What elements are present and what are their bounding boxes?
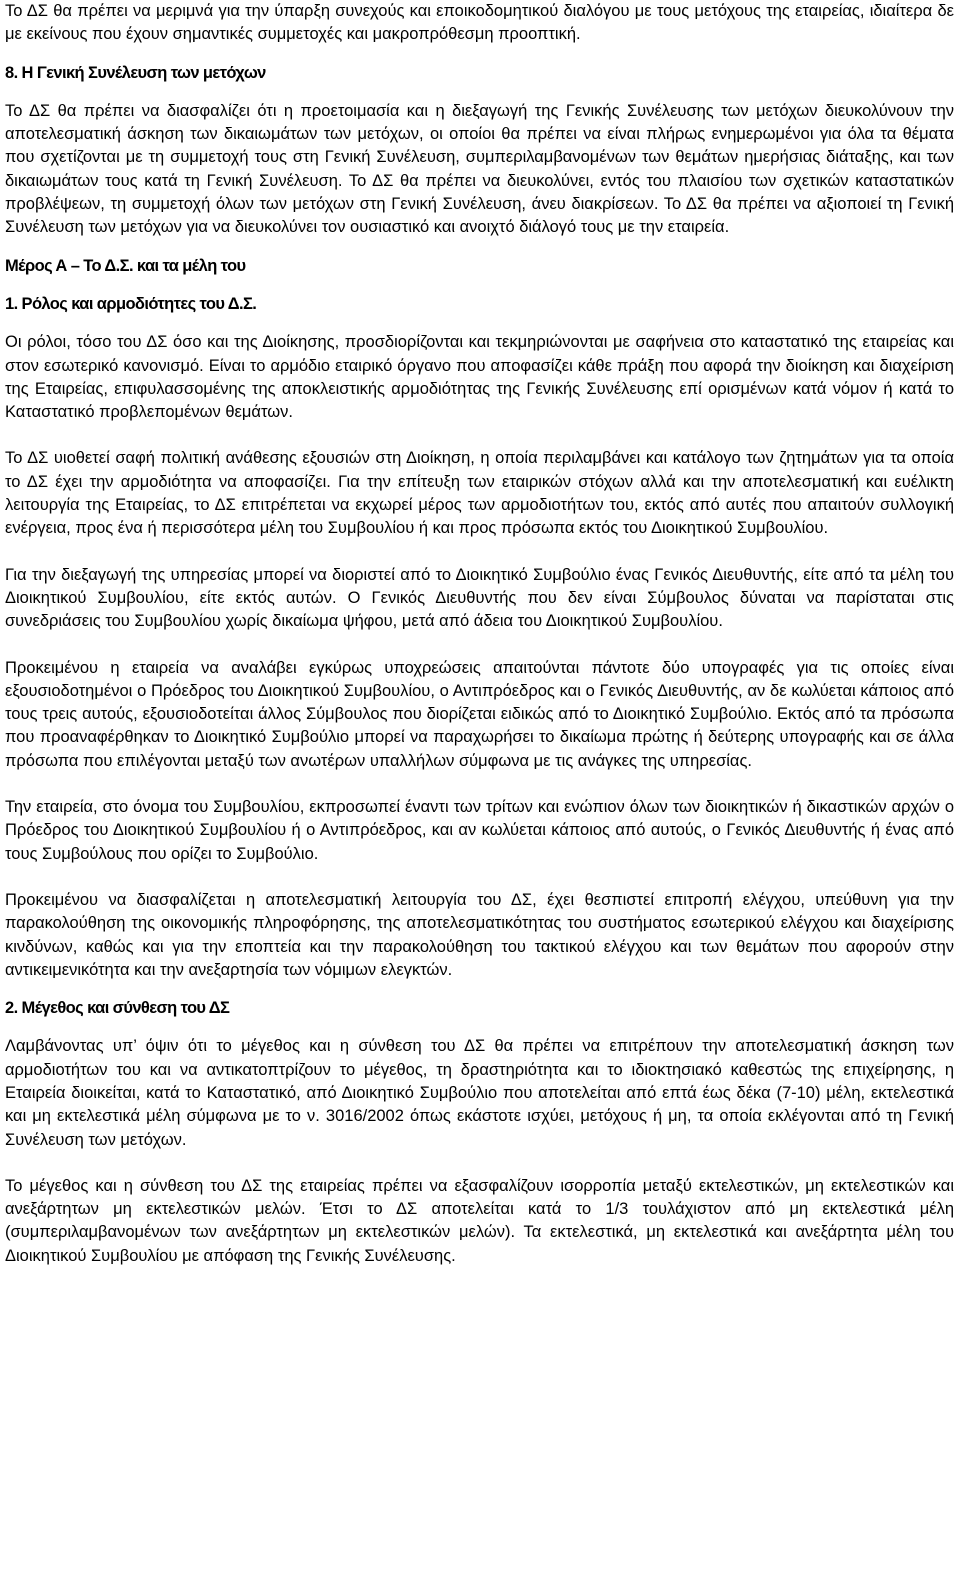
section-1-paragraph: Οι ρόλοι, τόσο του ΔΣ όσο και της Διοίκησης, προσδιορίζονται και τεκμηριώνονται με σαφήνεια στο καταστατικό της εταιρείας και στον εσωτερικό κανονισμό. Είναι το αρμόδιο εταιρικό όργανο που αποφασίζει κάθε πράξη που αφορά την διοίκηση και διαχείριση της Εταιρείας, επιφυλασσομένης της αποκλειστικής αρμοδιότητας της Γενικής Συνέλευσης επί ορισμένων κατά νόμον ή κατά το Καταστατικό προβλεπομένων θεμάτων. [5,333,954,422]
section-8-paragraph: Το ΔΣ θα πρέπει να διασφαλίζει ότι η προετοιμασία και η διεξαγωγή της Γενικής Συνέλευσης των μετόχων διευκολύνουν την αποτελεσματική άσκηση των δικαιωμάτων των μετόχων, οι οποίοι θα πρέπει να είναι πλήρως ενημερωμένοι για όλα τα θέματα που σχετίζονται με τη συμμετοχή τους στη Γενική Συνέλευση, συμπεριλαμβανομένων των θεμάτων ημερήσιας διάταξης, και των δικαιωμάτων τους κατά τη Γενική Συνέλευση. Το ΔΣ θα πρέπει να διευκολύνει, εντός του πλαισίου των σχετικών καταστατικών προβλέψεων, τη συμμετοχή όλων των μετόχων στη Γενική Συνέλευση, άνευ διακρίσεων. Το ΔΣ θα πρέπει να αξιοποιεί τη Γενική Συνέλευση των μετόχων για να διευκολύνει τον ουσιαστικό και ανοιχτό διάλογό τους με την εταιρεία. [5,101,954,237]
section-1-paragraph: Προκειμένου η εταιρεία να αναλάβει εγκύρως υποχρεώσεις απαιτούνται πάντοτε δύο υπογραφές για τις οποίες είναι εξουσιοδοτημένοι ο Πρόεδρος του Διοικητικού Συμβουλίου, ο Αντιπρόεδρος και ο Γενικός Διευθυντής, αν δε κωλύεται κάποιος από τους τρεις αυτούς, εξουσιοδοτείται άλλος Σύμβουλος που διορίζεται ειδικώς από το Διοικητικό Συμβούλιο. Εκτός από τα πρόσωπα που προαναφέρθηκαν το Διοικητικό Συμβούλιο μπορεί να παραχωρήσει το δικαίωμα πρώτης ή δεύτερης υπογραφής και σε άλλα πρόσωπα που επιλέγονται μεταξύ των ανωτέρων υπαλλήλων σύμφωνα με τις ανάγκες της υπηρεσίας. [5,658,954,770]
section-1-paragraph: Για την διεξαγωγή της υπηρεσίας μπορεί να διοριστεί από το Διοικητικό Συμβούλιο ένας Γενικός Διευθυντής, είτε από τα μέλη του Διοικητικού Συμβουλίου, είτε εκτός αυτών. Ο Γενικός Διευθυντής που δεν είναι Σύμβουλος δύναται να παρίσταται στις συνεδριάσεις του Συμβουλίου χωρίς δικαίωμα ψήφου, μετά από άδεια του Διοικητικού Συμβουλίου. [5,565,954,631]
section-1-paragraph: Προκειμένου να διασφαλίζεται η αποτελεσματική λειτουργία του ΔΣ, έχει θεσπιστεί επιτροπή ελέγχου, υπεύθυνη για την παρακολούθηση της οικονομικής πληροφόρησης, της αποτελεσματικότητας του συστήματος εσωτερικού ελέγχου και διαχείρισης κινδύνων, καθώς και για την εποπτεία και την παρακολούθηση του τακτικού ελέγχου και των θεμάτων που αφορούν στην αντικειμενικότητα και την ανεξαρτησία των νόμιμων ελεγκτών. [5,890,954,979]
section-1-paragraph: Την εταιρεία, στο όνομα του Συμβουλίου, εκπροσωπεί έναντι των τρίτων και ενώπιον όλων των διοικητικών ή δικαστικών αρχών ο Πρόεδρος του Διοικητικού Συμβουλίου ή ο Αντιπρόεδρος, και αν κωλύεται κάποιος από αυτούς, ο Γενικός Διευθυντής ή ένας από τους Συμβούλους που ορίζει το Συμβούλιο. [5,798,954,863]
intro-paragraph: Το ΔΣ θα πρέπει να μεριμνά για την ύπαρξη συνεχούς και εποικοδομητικού διαλόγου με τους μετόχους της εταιρείας, ιδιαίτερα δε με εκείνους που έχουν σημαντικές συμμετοχές και μακροπρόθεσμη προοπτική. [5,2,954,44]
section-2-paragraph: Το μέγεθος και η σύνθεση του ΔΣ της εταιρείας πρέπει να εξασφαλίζουν ισορροπία μεταξύ εκτελεστικών, μη εκτελεστικών και ανεξάρτητων μη εκτελεστικών μελών. Έτσι το ΔΣ αποτελείται κατά το 1/3 τουλάχιστον από μη εκτελεστικά μέλη (συμπεριλαμβανομένων των ανεξάρτητων μη εκτελεστικών μελών). Τα εκτελεστικά, μη εκτελεστικά και ανεξάρτητα μέλη του Διοικητικού Συμβουλίου με απόφαση της Γενικής Συνέλευσης. [5,1176,954,1265]
section-2-paragraph: Λαμβάνοντας υπ’ όψιν ότι το μέγεθος και η σύνθεση του ΔΣ θα πρέπει να επιτρέπουν την αποτελεσματική άσκηση των αρμοδιοτήτων του και να αντικατοπτρίζουν το μέγεθος, τη δραστηριότητα και το ιδιοκτησιακό καθεστώς της επιχείρησης, η Εταιρεία διοικείται, κατά το Καταστατικό, από Διοικητικό Συμβούλιο που αποτελείται από επτά έως δέκα (7-10) μέλη, εκτελεστικά και μη εκτελεστικά μέλη σύμφωνα με το ν. 3016/2002 όπως εκάστοτε ισχύει, μετόχους ή μη, τα οποία εκλέγονται από τη Γενική Συνέλευση των μετόχων. [5,1037,954,1149]
section-1-paragraph: Το ΔΣ υιοθετεί σαφή πολιτική ανάθεσης εξουσιών στη Διοίκηση, η οποία περιλαμβάνει και κατάλογο των ζητημάτων για τα οποία το ΔΣ έχει την αρμοδιότητα να αποφασίζει. Για την επίτευξη των εταιρικών στόχων αλλά και την αποτελεσματική και ευέλικτη λειτουργία της Εταιρείας, το ΔΣ επιτρέπεται να εκχωρεί μέρος των αρμοδιοτήτων του, εκτός από αυτές που απαιτούν συλλογική ενέργεια, προς ένα ή περισσότερα μέλη του Συμβουλίου ή και προς πρόσωπα εκτός του Διοικητικού Συμβουλίου. [5,449,954,538]
section-1-heading: 1. Ρόλος και αρμοδιότητες του Δ.Σ. [5,294,257,313]
section-8-heading: 8. Η Γενική Συνέλευση των μετόχων [5,63,266,82]
section-2-heading: 2. Μέγεθος και σύνθεση του ΔΣ [5,999,230,1018]
part-a-heading: Μέρος Α – Το Δ.Σ. και τα μέλη του [5,256,246,275]
